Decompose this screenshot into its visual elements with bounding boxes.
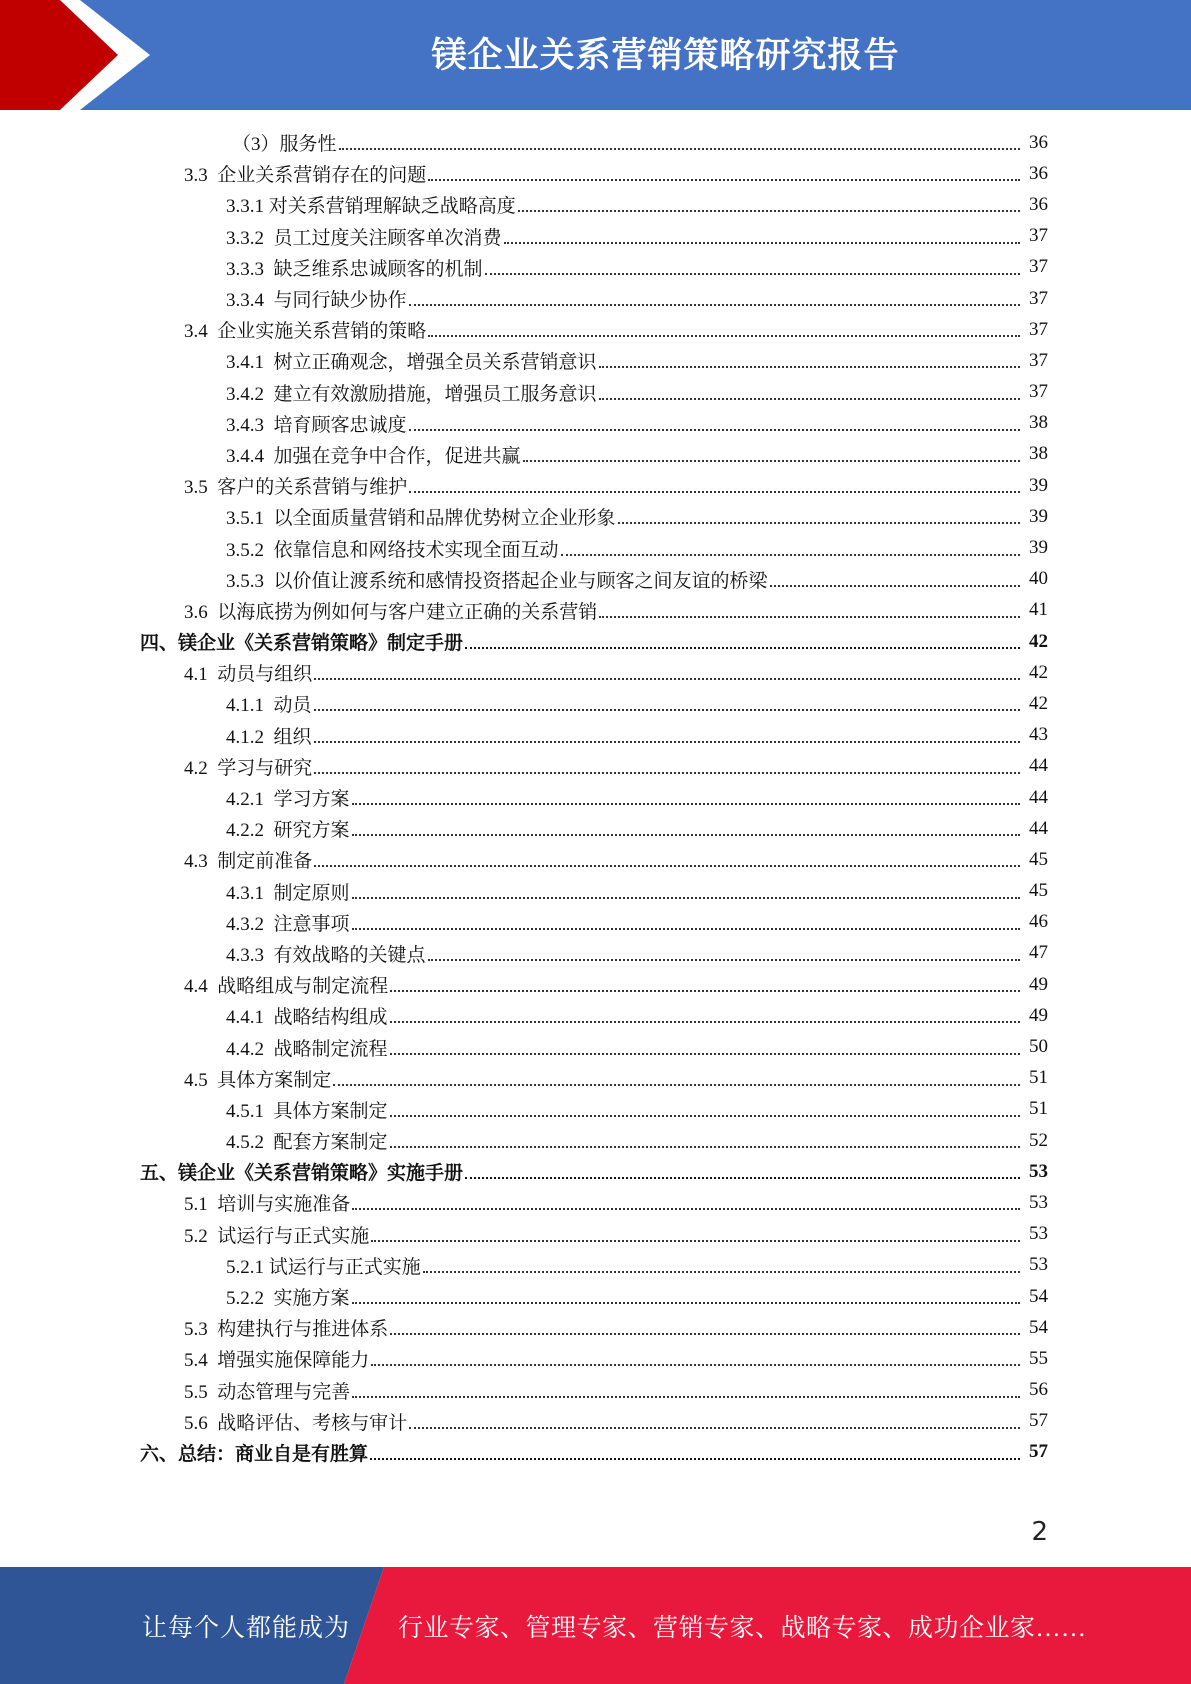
dot-leader [352,1208,1020,1210]
dot-leader [314,741,1020,743]
toc-entry-title: 4.3 制定前准备 [184,851,313,873]
toc-entry-page: 44 [1029,817,1048,839]
toc-entry[interactable] [140,876,1048,907]
toc-entry[interactable] [140,720,1048,751]
toc-entry-title: 5.2.1 试运行与正式实施 [226,1256,421,1278]
toc-entry-title: 六、总结：商业自是有胜算 [140,1443,369,1465]
toc-entry-title: 3.4.4 加强在竞争中合作，促进共赢 [226,445,521,467]
toc-entry[interactable] [140,1343,1048,1374]
dot-leader [599,366,1020,368]
footer-slogan: 让每个人都能成为 [142,1614,351,1642]
dot-leader [352,928,1020,930]
dot-leader [428,959,1020,961]
toc-entry[interactable] [140,1125,1048,1156]
dot-leader [339,148,1020,150]
toc-entry-page: 37 [1029,381,1048,403]
dot-leader [409,429,1020,431]
table-of-contents [140,127,1048,1468]
dot-leader [390,1115,1020,1117]
toc-entry-title: （3）服务性 [232,134,337,156]
dot-leader [465,1177,1020,1179]
toc-entry-title: 4.1 动员与组织 [184,664,313,686]
toc-entry-page: 46 [1029,911,1048,933]
header-banner [0,0,1191,110]
toc-entry-title: 3.5.3 以价值让渡系统和感情投资搭起企业与顾客之间友谊的桥梁 [226,570,768,592]
dot-leader [352,897,1020,899]
toc-entry-page: 57 [1029,1410,1048,1432]
toc-entry-title: 4.1.1 动员 [226,695,312,717]
dot-leader [599,616,1020,618]
toc-entry[interactable] [140,1031,1048,1062]
toc-entry[interactable] [140,1312,1048,1343]
toc-entry-page: 44 [1029,786,1048,808]
toc-entry[interactable] [140,657,1048,688]
toc-entry-title: 3.5.1 以全面质量营销和品牌优势树立企业形象 [226,508,616,530]
toc-entry-title: 4.1.2 组织 [226,726,312,748]
toc-entry[interactable] [140,1156,1048,1187]
toc-entry-page: 39 [1029,537,1048,559]
toc-entry[interactable] [140,1437,1048,1468]
toc-entry-page: 56 [1029,1379,1048,1401]
toc-entry[interactable] [140,377,1048,408]
toc-entry-page: 54 [1029,1285,1048,1307]
toc-entry-title: 5.1 培训与实施准备 [184,1194,351,1216]
dot-leader [770,585,1020,587]
toc-entry-title: 4.2.2 研究方案 [226,820,350,842]
dot-leader [314,865,1020,867]
toc-entry-page: 37 [1029,225,1048,247]
toc-entry-page: 40 [1029,568,1048,590]
toc-entry[interactable] [140,844,1048,875]
toc-entry[interactable] [140,751,1048,782]
toc-entry-page: 53 [1029,1254,1048,1276]
toc-entry[interactable] [140,345,1048,376]
dot-leader [390,1053,1020,1055]
toc-entry-title: 4.5 具体方案制定 [184,1069,332,1091]
toc-entry-title: 3.5.2 依靠信息和网络技术实现全面互动 [226,539,559,561]
toc-entry-page: 50 [1029,1036,1048,1058]
toc-entry-title: 3.3.4 与同行缺少协作 [226,290,407,312]
dot-leader [465,647,1020,649]
toc-entry-title: 4.3.1 制定原则 [226,882,350,904]
toc-entry-title: 4.3.2 注意事项 [226,913,350,935]
dot-leader [390,1333,1020,1335]
header-red-chevron [0,0,150,110]
toc-entry[interactable] [140,1406,1048,1437]
toc-entry-page: 51 [1029,1067,1048,1089]
footer-roles: 行业专家、管理专家、营销专家、战略专家、成功企业家…… [398,1614,1087,1642]
toc-entry[interactable] [140,813,1048,844]
toc-entry[interactable] [140,1219,1048,1250]
dot-leader [390,1146,1020,1148]
dot-leader [390,990,1020,992]
toc-entry-title: 3.5 客户的关系营销与维护 [184,477,408,499]
toc-entry[interactable] [140,501,1048,532]
footer-banner [0,1567,1191,1684]
dot-leader [523,460,1020,462]
toc-entry-page: 42 [1029,661,1048,683]
toc-entry-title: 3.3.2 员工过度关注顾客单次消费 [226,227,502,249]
toc-entry-title: 3.4.2 建立有效激励措施，增强员工服务意识 [226,383,597,405]
toc-entry-page: 36 [1029,193,1048,215]
toc-entry-title: 5.4 增强实施保障能力 [184,1350,370,1372]
toc-entry-page: 45 [1029,848,1048,870]
toc-entry-page: 39 [1029,505,1048,527]
toc-entry-title: 3.4 企业实施关系营销的策略 [184,321,427,343]
toc-entry-page: 37 [1029,256,1048,278]
toc-entry[interactable] [140,532,1048,563]
toc-entry-title: 5.6 战略评估、考核与审计 [184,1412,408,1434]
toc-entry-title: 五、镁企业《关系营销策略》实施手册 [140,1163,464,1185]
toc-entry[interactable] [140,470,1048,501]
toc-entry-title: 5.3 构建执行与推进体系 [184,1319,389,1341]
toc-entry[interactable] [140,969,1048,1000]
toc-entry[interactable] [140,688,1048,719]
toc-entry-title: 3.4.3 培育顾客忠诚度 [226,414,407,436]
dot-leader [518,210,1020,212]
toc-entry[interactable] [140,127,1048,158]
toc-entry-page: 44 [1029,755,1048,777]
dot-leader [428,179,1020,181]
toc-entry-page: 37 [1029,318,1048,340]
toc-entry-title: 4.3.3 有效战略的关键点 [226,944,426,966]
dot-leader [370,1458,1020,1460]
toc-entry-page: 43 [1029,724,1048,746]
dot-leader [390,1021,1020,1023]
toc-entry[interactable] [140,907,1048,938]
toc-entry-title: 3.6 以海底捞为例如何与客户建立正确的关系营销 [184,601,598,623]
toc-entry[interactable] [140,408,1048,439]
dot-leader [352,834,1020,836]
dot-leader [314,709,1020,711]
toc-entry-title: 5.2 试运行与正式实施 [184,1225,370,1247]
toc-entry-page: 37 [1029,287,1048,309]
dot-leader [371,1240,1020,1242]
toc-entry-page: 55 [1029,1347,1048,1369]
toc-entry-title: 3.3.3 缺乏维系忠诚顾客的机制 [226,258,483,280]
toc-entry[interactable] [140,1063,1048,1094]
toc-entry[interactable] [140,938,1048,969]
toc-entry[interactable] [140,158,1048,189]
toc-entry-title: 5.5 动态管理与完善 [184,1381,351,1403]
toc-entry[interactable] [140,1094,1048,1125]
toc-entry-page: 38 [1029,443,1048,465]
dot-leader [599,398,1020,400]
dot-leader [428,335,1020,337]
toc-entry-page: 37 [1029,349,1048,371]
dot-leader [423,1271,1020,1273]
dot-leader [314,772,1020,774]
dot-leader [314,678,1020,680]
report-title: 镁企业关系营销策略研究报告 [431,35,900,76]
toc-entry-title: 4.2.1 学习方案 [226,789,350,811]
toc-entry-page: 52 [1029,1129,1048,1151]
toc-entry[interactable] [140,314,1048,345]
toc-entry[interactable] [140,283,1048,314]
dot-leader [409,491,1020,493]
toc-entry[interactable] [140,1250,1048,1281]
toc-entry[interactable] [140,782,1048,813]
toc-entry-title: 4.4 战略组成与制定流程 [184,976,389,998]
toc-entry-page: 38 [1029,412,1048,434]
toc-entry[interactable] [140,626,1048,657]
toc-entry-title: 4.4.1 战略结构组成 [226,1007,388,1029]
toc-entry-page: 53 [1029,1191,1048,1213]
toc-entry-page: 39 [1029,474,1048,496]
toc-entry-title: 3.4.1 树立正确观念，增强全员关系营销意识 [226,352,597,374]
toc-entry[interactable] [140,439,1048,470]
toc-entry[interactable] [140,252,1048,283]
dot-leader [371,1364,1020,1366]
toc-entry-page: 42 [1029,692,1048,714]
toc-entry-page: 49 [1029,1004,1048,1026]
toc-entry[interactable] [140,189,1048,220]
toc-entry-title: 4.4.2 战略制定流程 [226,1038,388,1060]
dot-leader [561,554,1020,556]
toc-entry-title: 四、镁企业《关系营销策略》制定手册 [140,633,464,655]
toc-entry-page: 41 [1029,599,1048,621]
toc-entry[interactable] [140,595,1048,626]
toc-entry-title: 4.5.1 具体方案制定 [226,1100,388,1122]
dot-leader [485,273,1020,275]
toc-entry[interactable] [140,1000,1048,1031]
toc-entry-title: 5.2.2 实施方案 [226,1288,350,1310]
dot-leader [409,1427,1020,1429]
toc-entry-title: 3.3 企业关系营销存在的问题 [184,165,427,187]
dot-leader [333,1084,1020,1086]
toc-entry[interactable] [140,1375,1048,1406]
toc-entry-page: 42 [1029,630,1048,652]
toc-entry-page: 36 [1029,131,1048,153]
page-number: 2 [1031,1517,1048,1547]
toc-entry[interactable] [140,1281,1048,1312]
toc-entry[interactable] [140,564,1048,595]
toc-entry-page: 53 [1029,1160,1048,1182]
toc-entry-page: 36 [1029,162,1048,184]
toc-entry-page: 45 [1029,880,1048,902]
toc-entry[interactable] [140,1187,1048,1218]
toc-entry[interactable] [140,221,1048,252]
toc-entry-page: 57 [1029,1441,1048,1463]
toc-entry-page: 49 [1029,973,1048,995]
toc-entry-page: 47 [1029,942,1048,964]
dot-leader [409,304,1020,306]
toc-entry-page: 51 [1029,1098,1048,1120]
toc-entry-title: 4.5.2 配套方案制定 [226,1132,388,1154]
dot-leader [352,803,1020,805]
toc-entry-page: 54 [1029,1316,1048,1338]
toc-entry-title: 3.3.1 对关系营销理解缺乏战略高度 [226,196,516,218]
dot-leader [504,242,1020,244]
toc-entry-title: 4.2 学习与研究 [184,757,313,779]
toc-entry-page: 53 [1029,1223,1048,1245]
dot-leader [618,522,1020,524]
dot-leader [352,1396,1020,1398]
dot-leader [352,1302,1020,1304]
